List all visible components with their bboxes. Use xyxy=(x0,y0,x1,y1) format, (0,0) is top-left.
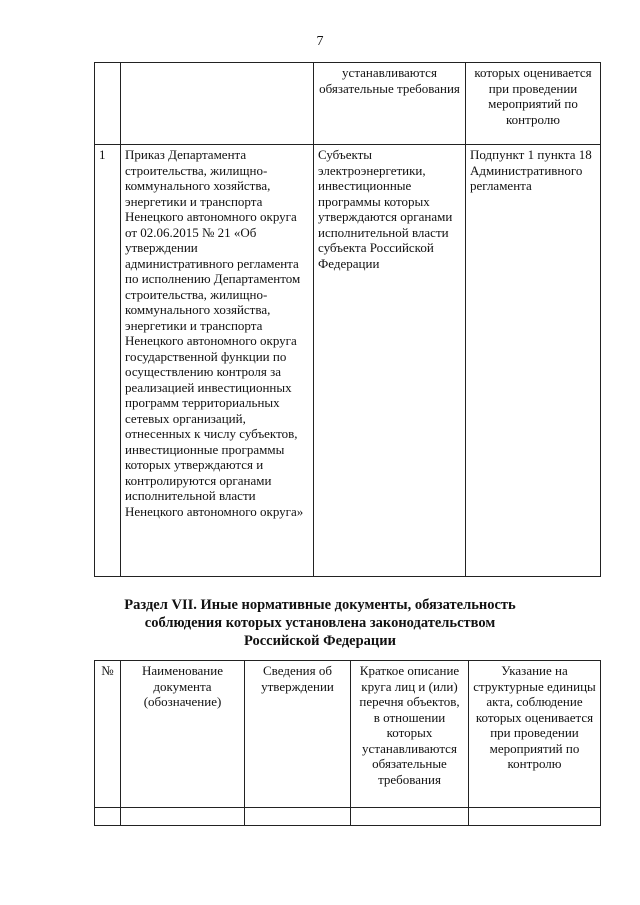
section7-table xyxy=(94,660,601,826)
table-row-continued-header xyxy=(95,63,601,145)
cell-empty-num xyxy=(95,63,121,145)
header-cont-subjects: устанавливаются обязательные требования xyxy=(314,63,466,145)
header-subjects-description: Краткое описание круга лиц и (или) перечня объектов, в отношении которых устанавливаются обязательные требования xyxy=(351,661,469,808)
structural-reference: Подпункт 1 пункта 18 Административного регламента xyxy=(466,145,601,577)
section-title xyxy=(0,596,640,650)
cell-empty xyxy=(469,808,601,826)
header-number: № xyxy=(95,661,121,808)
requirements-table-continued xyxy=(94,62,601,577)
table-row xyxy=(95,145,601,577)
page-number: 7 xyxy=(316,34,324,49)
row-number: 1 xyxy=(95,145,121,577)
cell-empty xyxy=(121,808,245,826)
document-name: Приказ Департамента строительства, жилищно-коммунального хозяйства, энергетики и транспорта Ненецкого автономного округа от 02.06.2015 № 21 «Об утверждении административного регламента по исполнению Департаментом строительства, жилищно-коммунального хозяйства, энергетики и транспорта Ненецкого автономного округа государственной функции по осуществлению контроля за реализацией инвестиционных программ территориальных сетевых организаций, отнесенных к числу субъектов, инвестиционные программы которых утверждаются и контролируются органами исполнительной власти Ненецкого автономного округа» xyxy=(121,145,314,577)
header-cont-structural-units: которых оценивается при проведении мероприятий по контролю xyxy=(466,63,601,145)
section-title-line-3: Российской Федерации xyxy=(243,633,396,649)
header-document-name: Наименование документа (обозначение) xyxy=(121,661,245,808)
section-title-line-1: Раздел VII. Иные нормативные документы, обязательность xyxy=(124,597,516,613)
cell-empty xyxy=(245,808,351,826)
regulated-subjects: Субъекты электроэнергетики, инвестиционные программы которых утверждаются органами исполнительной власти субъекта Российской Федерации xyxy=(314,145,466,577)
cell-empty-name xyxy=(121,63,314,145)
cell-empty xyxy=(351,808,469,826)
table-header-row xyxy=(95,661,601,808)
section-title-line-2: соблюдения которых установлена законодательством xyxy=(144,615,496,631)
table-row-empty xyxy=(95,808,601,826)
header-approval-info: Сведения об утверждении xyxy=(245,661,351,808)
cell-empty xyxy=(95,808,121,826)
header-structural-units: Указание на структурные единицы акта, соблюдение которых оценивается при проведении мероприятий по контролю xyxy=(469,661,601,808)
